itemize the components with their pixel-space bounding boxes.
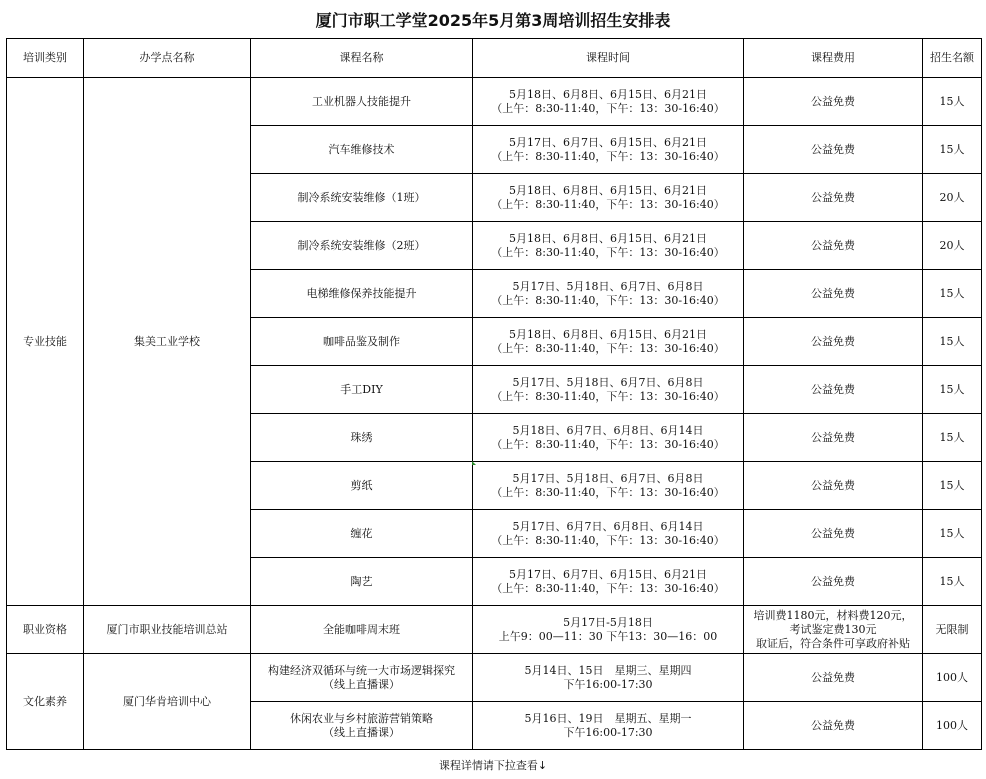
time-line: （上午：8:30-11:40，下午：13：30-16:40） (491, 485, 725, 499)
course-cell (251, 462, 473, 510)
time-line: 5月18日、6月7日、6月8日、6月14日 (512, 423, 704, 437)
course-line: 陶艺 (350, 574, 373, 588)
quota-cell: 15人 (923, 462, 982, 510)
time-line: 5月17日、6月7日、6月8日、6月14日 (512, 519, 704, 533)
school-cell: 厦门市职业技能培训总站 (84, 606, 251, 654)
course-cell (251, 78, 473, 126)
course-line: 手工DIY (340, 382, 383, 396)
time-line: 5月17日、5月18日、6月7日、6月8日 (512, 375, 704, 389)
time-line: 5月18日、6月8日、6月15日、6月21日 (509, 87, 707, 101)
course-line: （线上直播课） (323, 725, 400, 739)
schedule-table (6, 38, 982, 750)
table-body (7, 78, 982, 750)
time-line: （上午：8:30-11:40，下午：13：30-16:40） (491, 581, 725, 595)
fee-cell (744, 702, 923, 750)
time-cell (473, 270, 744, 318)
category-cell: 专业技能 (7, 78, 84, 606)
course-line: 汽车维修技术 (328, 142, 395, 156)
quota-cell: 20人 (923, 222, 982, 270)
time-line: 5月17日、6月7日、6月15日、6月21日 (509, 567, 707, 581)
school-cell: 集美工业学校 (84, 78, 251, 606)
time-cell (473, 606, 744, 654)
course-line: 构建经济双循环与统一大市场逻辑探究 (268, 663, 455, 677)
course-cell (251, 318, 473, 366)
fee-line: 公益免费 (811, 478, 855, 492)
page-title: 厦门市职工学堂2025年5月第3周培训招生安排表 (315, 11, 671, 30)
header-row (7, 39, 982, 78)
fee-line: 公益免费 (811, 526, 855, 540)
time-line: 5月17日、5月18日、6月7日、6月8日 (512, 471, 704, 485)
fee-cell (744, 174, 923, 222)
fee-line: 公益免费 (811, 94, 855, 108)
fee-cell (744, 510, 923, 558)
course-cell (251, 558, 473, 606)
fee-cell (744, 270, 923, 318)
fee-line: 公益免费 (811, 334, 855, 348)
header-category: 培训类别 (7, 39, 84, 78)
header-fee: 课程费用 (744, 39, 923, 78)
course-line: （线上直播课） (323, 677, 400, 691)
time-line: （上午：8:30-11:40，下午：13：30-16:40） (491, 341, 725, 355)
course-cell (251, 702, 473, 750)
quota-cell: 15人 (923, 270, 982, 318)
time-line: 5月14日、15日 星期三、星期四 (524, 663, 692, 677)
fee-cell (744, 78, 923, 126)
table-row (7, 606, 982, 654)
time-line: （上午：8:30-11:40，下午：13：30-16:40） (491, 197, 725, 211)
quota-cell: 15人 (923, 126, 982, 174)
time-line: 下午16:00-17:30 (563, 677, 653, 691)
time-cell (473, 174, 744, 222)
time-line: （上午：8:30-11:40，下午：13：30-16:40） (491, 245, 725, 259)
scroll-hint: 课程详情请下拉查看↓ (438, 759, 548, 772)
time-cell (473, 702, 744, 750)
quota-cell: 100人 (923, 702, 982, 750)
course-line: 休闲农业与乡村旅游营销策略 (290, 711, 433, 725)
fee-line: 公益免费 (811, 238, 855, 252)
quota-cell: 15人 (923, 318, 982, 366)
time-line: 5月18日、6月8日、6月15日、6月21日 (509, 327, 707, 341)
quota-cell: 15人 (923, 510, 982, 558)
time-cell (473, 126, 744, 174)
table-row (7, 78, 982, 126)
course-line: 制冷系统安装维修（1班） (297, 190, 426, 204)
fee-line: 公益免费 (811, 670, 855, 684)
course-cell (251, 126, 473, 174)
fee-line: 公益免费 (811, 286, 855, 300)
fee-line: 公益免费 (811, 382, 855, 396)
category-cell: 职业资格 (7, 606, 84, 654)
header-time: 课程时间 (473, 39, 744, 78)
time-cell (473, 318, 744, 366)
time-line: （上午：8:30-11:40，下午：13：30-16:40） (491, 437, 725, 451)
fee-line: 考试鉴定费130元 (789, 622, 877, 636)
fee-line: 公益免费 (811, 430, 855, 444)
fee-cell (744, 654, 923, 702)
course-cell (251, 510, 473, 558)
course-cell (251, 270, 473, 318)
quota-cell: 100人 (923, 654, 982, 702)
quota-cell: 15人 (923, 78, 982, 126)
course-cell (251, 654, 473, 702)
fee-cell (744, 318, 923, 366)
fee-cell (744, 462, 923, 510)
fee-cell (744, 366, 923, 414)
time-cell (473, 510, 744, 558)
time-cell (473, 366, 744, 414)
time-line: 5月16日、19日 星期五、星期一 (524, 711, 692, 725)
course-line: 剪纸 (350, 478, 373, 492)
quota-cell: 15人 (923, 558, 982, 606)
quota-cell: 15人 (923, 414, 982, 462)
time-line: 5月17日、5月18日、6月7日、6月8日 (512, 279, 704, 293)
time-line: 5月17日、6月7日、6月15日、6月21日 (509, 135, 707, 149)
course-line: 电梯维修保养技能提升 (306, 286, 417, 300)
time-cell (473, 78, 744, 126)
fee-cell (744, 126, 923, 174)
header-course: 课程名称 (251, 39, 473, 78)
fee-line: 公益免费 (811, 718, 855, 732)
time-line: 5月18日、6月8日、6月15日、6月21日 (509, 231, 707, 245)
fee-cell (744, 606, 923, 654)
fee-line: 公益免费 (811, 142, 855, 156)
time-cell (473, 558, 744, 606)
time-cell (473, 654, 744, 702)
course-line: 咖啡品鉴及制作 (323, 334, 400, 348)
course-cell (251, 366, 473, 414)
course-line: 缠花 (350, 526, 373, 540)
table-row (7, 654, 982, 702)
category-cell: 文化素养 (7, 654, 84, 750)
time-line: 5月18日、6月8日、6月15日、6月21日 (509, 183, 707, 197)
course-line: 制冷系统安装维修（2班） (297, 238, 426, 252)
fee-cell (744, 414, 923, 462)
fee-cell (744, 558, 923, 606)
course-cell (251, 222, 473, 270)
time-cell (473, 462, 744, 510)
time-line: （上午：8:30-11:40，下午：13：30-16:40） (491, 293, 725, 307)
cell-comment-marker (472, 461, 476, 465)
course-line: 全能咖啡周末班 (323, 622, 400, 636)
time-line: 上午9：00—11：30 下午13：30—16：00 (498, 629, 718, 643)
time-line: （上午：8:30-11:40，下午：13：30-16:40） (491, 101, 725, 115)
course-line: 工业机器人技能提升 (312, 94, 411, 108)
course-line: 珠绣 (350, 430, 373, 444)
quota-cell: 无限制 (923, 606, 982, 654)
fee-line: 培训费1180元，材料费120元， (753, 608, 913, 622)
time-line: 5月17日-5月18日 (563, 615, 653, 629)
course-cell (251, 414, 473, 462)
header-school: 办学点名称 (84, 39, 251, 78)
header-quota: 招生名额 (923, 39, 982, 78)
time-cell (473, 414, 744, 462)
course-cell (251, 174, 473, 222)
quota-cell: 15人 (923, 366, 982, 414)
time-line: （上午：8:30-11:40，下午：13：30-16:40） (491, 533, 725, 547)
fee-cell (744, 222, 923, 270)
time-cell (473, 222, 744, 270)
fee-line: 公益免费 (811, 574, 855, 588)
time-line: （上午：8:30-11:40，下午：13：30-16:40） (491, 149, 725, 163)
time-line: 下午16:00-17:30 (563, 725, 653, 739)
school-cell: 厦门华肯培训中心 (84, 654, 251, 750)
fee-line: 公益免费 (811, 190, 855, 204)
quota-cell: 20人 (923, 174, 982, 222)
course-cell (251, 606, 473, 654)
time-line: （上午：8:30-11:40，下午：13：30-16:40） (491, 389, 725, 403)
fee-line: 取证后，符合条件可享政府补贴 (756, 636, 910, 650)
